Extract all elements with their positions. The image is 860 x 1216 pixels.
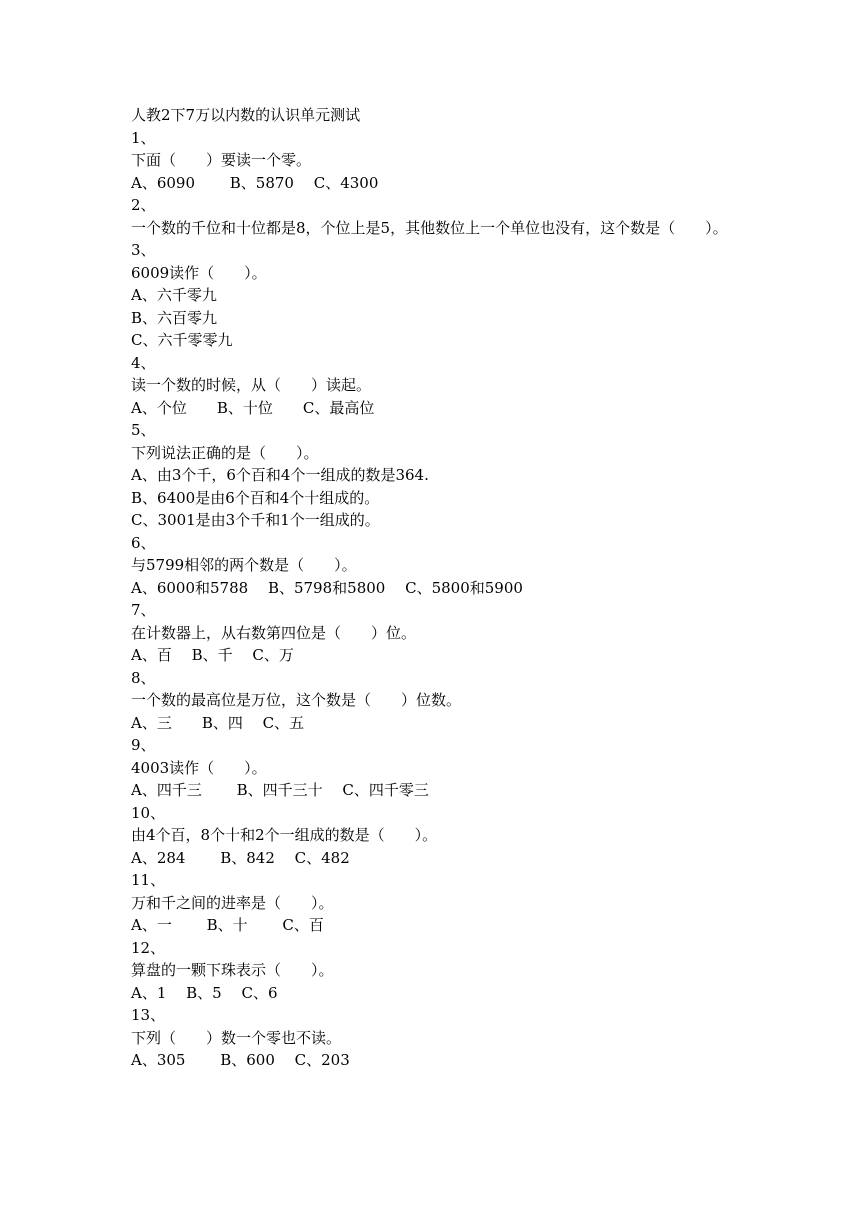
answer-options: A、305 B、600 C、203 bbox=[131, 1051, 350, 1069]
question-stem: 读一个数的时候，从（ ）读起。 bbox=[131, 376, 372, 394]
question-number: 3、 bbox=[131, 241, 156, 259]
answer-options: A、6090 B、5870 C、4300 bbox=[131, 173, 379, 192]
answer-options: A、1 B、5 C、6 bbox=[131, 983, 278, 1002]
answer-options: B、六百零九 bbox=[131, 308, 218, 327]
question-stem: 一个数的千位和十位都是8，个位上是5，其他数位上一个单位也没有，这个数是（ ）。 bbox=[131, 218, 728, 237]
answer-options: B、6400是由6个百和4个十组成的。 bbox=[131, 488, 380, 507]
question-number: 4、 bbox=[131, 353, 156, 372]
question-stem: 算盘的一颗下珠表示（ ）。 bbox=[131, 961, 334, 979]
question-number: 8、 bbox=[131, 668, 156, 687]
question-number: 11、 bbox=[131, 871, 166, 889]
answer-options: A、个位 B、十位 C、最高位 bbox=[131, 398, 375, 417]
question-stem: 下列说法正确的是（ ）。 bbox=[131, 443, 319, 462]
answer-options: A、四千三 B、四千三十 C、四千零三 bbox=[131, 781, 429, 799]
page-title: 人教2下7万以内数的认识单元测试 bbox=[131, 106, 361, 124]
answer-options: A、六千零九 bbox=[131, 286, 217, 304]
answer-options: A、6000和5788 B、5798和5800 C、5800和5900 bbox=[131, 578, 523, 597]
answer-options: A、三 B、四 C、五 bbox=[131, 713, 305, 732]
answer-options: A、由3个千，6个百和4个一组成的数是364. bbox=[131, 466, 429, 484]
question-stem: 在计数器上，从右数第四位是（ ）位。 bbox=[131, 623, 417, 642]
question-number: 9、 bbox=[131, 736, 156, 754]
answer-options: A、一 B、十 C、百 bbox=[131, 916, 324, 934]
question-stem: 6009读作（ ）。 bbox=[131, 263, 267, 282]
question-number: 2、 bbox=[131, 196, 156, 214]
question-number: 6、 bbox=[131, 533, 156, 552]
answer-options: A、百 B、千 C、万 bbox=[131, 646, 294, 664]
question-stem: 万和千之间的进率是（ ）。 bbox=[131, 893, 334, 912]
question-number: 1、 bbox=[131, 128, 156, 147]
question-stem: 下面（ ）要读一个零。 bbox=[131, 151, 312, 169]
question-stem: 下列（ ）数一个零也不读。 bbox=[131, 1028, 342, 1047]
question-number: 12、 bbox=[131, 938, 166, 957]
answer-options: A、284 B、842 C、482 bbox=[131, 848, 350, 867]
question-stem: 由4个百，8个十和2个一组成的数是（ ）。 bbox=[131, 826, 438, 844]
question-stem: 4003读作（ ）。 bbox=[131, 758, 267, 777]
question-number: 5、 bbox=[131, 421, 156, 439]
question-stem: 与5799相邻的两个数是（ ）。 bbox=[131, 556, 357, 574]
question-number: 7、 bbox=[131, 601, 156, 619]
worksheet bbox=[131, 104, 741, 1072]
answer-options: C、3001是由3个千和1个一组成的。 bbox=[131, 511, 380, 529]
question-list bbox=[131, 127, 741, 1072]
answer-options: C、六千零零九 bbox=[131, 331, 233, 349]
question-number: 10、 bbox=[131, 803, 166, 822]
question-stem: 一个数的最高位是万位，这个数是（ ）位数。 bbox=[131, 691, 462, 709]
question-number: 13、 bbox=[131, 1006, 166, 1024]
